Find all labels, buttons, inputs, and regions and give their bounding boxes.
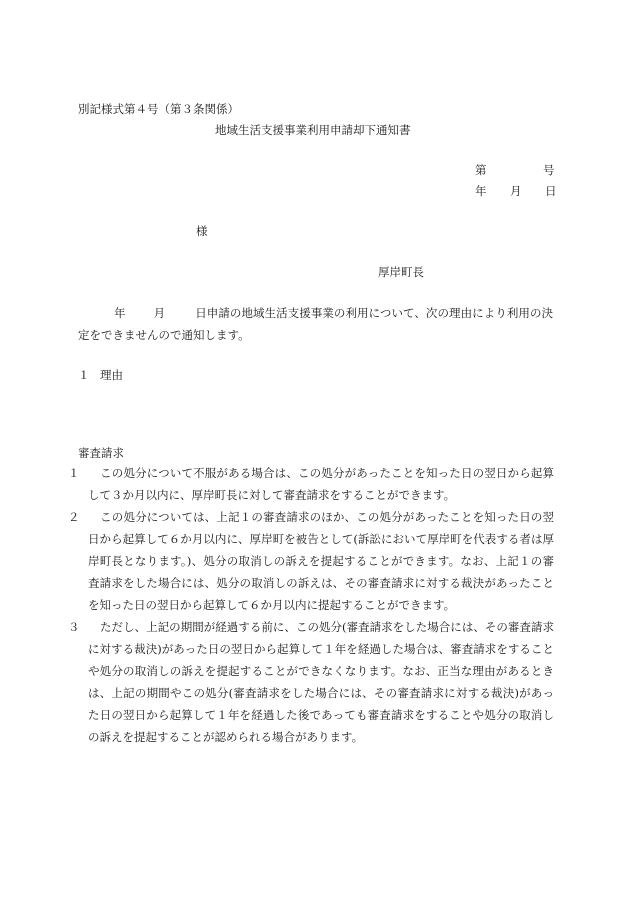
date-month-label: 月 [510, 184, 522, 198]
review-item-3 [68, 616, 554, 748]
date-year-label: 年 [475, 184, 487, 198]
doc-number-prefix: 第 [475, 163, 487, 177]
review-item-number: ３ [68, 620, 80, 634]
review-heading: 審査請求 [78, 446, 124, 460]
review-item-2 [68, 506, 554, 616]
date-day-label: 日 [545, 184, 557, 198]
document-title: 地域生活支援事業利用申請却下通知書 [215, 123, 411, 137]
review-item-text: この処分について不服がある場合は、この処分があったことを知った日の翌日から起算して３か月以内に、厚岸町長に対して審査請求をすることができます。 [88, 466, 554, 502]
review-list [68, 462, 554, 748]
review-item-number: １ [68, 466, 80, 480]
review-item-number: ２ [68, 510, 80, 524]
reason-heading [78, 366, 123, 384]
body-year-label: 年 [114, 306, 126, 320]
body-month-label: 月 [153, 306, 166, 320]
reason-number: １ [78, 368, 90, 382]
form-label: 別記様式第４号（第３条関係） [78, 102, 239, 116]
review-item-1 [68, 462, 554, 506]
notice-body [78, 302, 553, 346]
review-item-text: ただし、上記の期間が経過する前に、この処分(審査請求をした場合には、その審査請求に対する裁決)があった日の翌日から起算して１年を経過した場合は、審査請求をすることや処分の取消しの訴えを提起することができなくなります。なお、正当な理由があるときは、上記の期間やこの処分(審査請求をした場合には、その審査請求に対する裁決)があった日の翌日から起算して１年を経過した後であっても審査請求をすることや処分の取消しの訴えを提起することが認められる場合があります。 [88, 620, 554, 744]
review-item-text: この処分については、上記１の審査請求のほか、この処分があったことを知った日の翌日から起算して６か月以内に、厚岸町を被告として(訴訟において厚岸町を代表する者は厚岸町長となります。)、処分の取消しの訴えを提起することができます。なお、上記１の審査請求をした場合には、処分の取消しの訴えは、その審査請求に対する裁決があったことを知った日の翌日から起算して６か月以内に提起することができます。 [88, 510, 554, 612]
body-text: 日申請の地域生活支援事業の利用について、次の理由により利用の決定をできませんので通知します。 [78, 306, 554, 342]
issuer-name: 厚岸町長 [378, 265, 424, 279]
addressee-honorific: 様 [196, 224, 208, 238]
doc-number-suffix: 号 [543, 163, 555, 177]
reason-label: 理由 [100, 368, 123, 382]
